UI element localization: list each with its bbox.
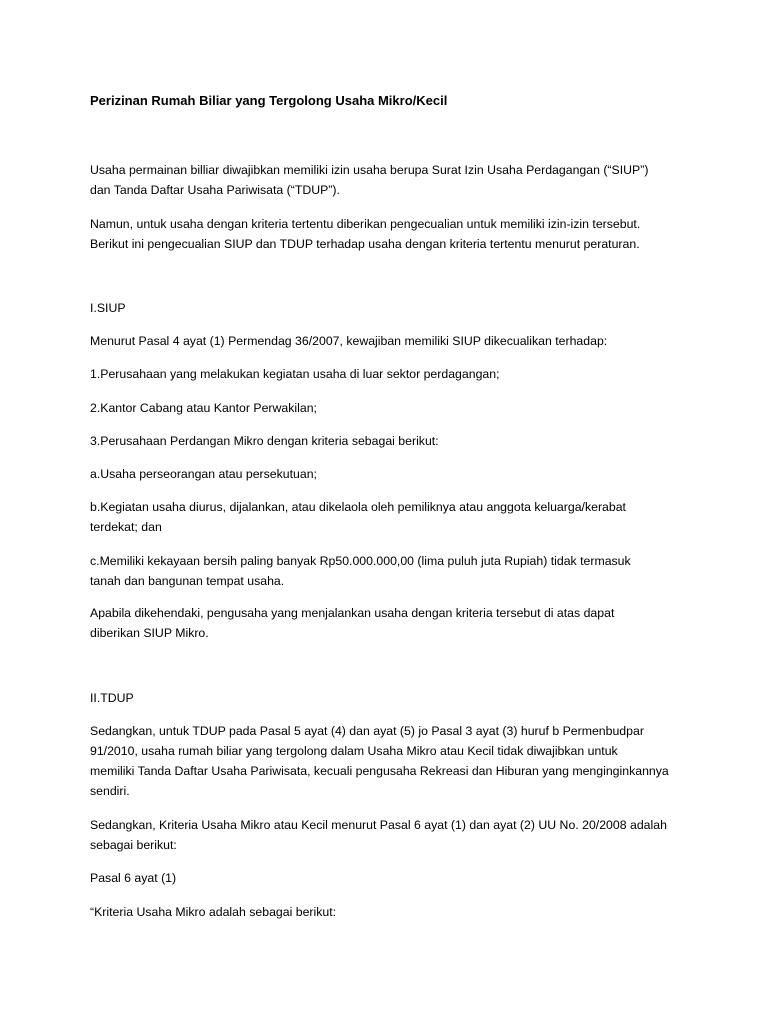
- paragraph-criteria: [90, 815, 710, 855]
- list-item-1: [90, 364, 710, 384]
- section-heading-tdup: [90, 688, 710, 708]
- text-line: 2.Kantor Cabang atau Kantor Perwakilan;: [90, 401, 317, 415]
- text-line: 3.Perusahaan Perdangan Mikro dengan kriteria sebagai berikut:: [90, 434, 439, 448]
- text-line: a.Usaha perseorangan atau persekutuan;: [90, 467, 317, 481]
- list-item-c: [90, 551, 710, 591]
- text-line: Usaha permainan billiar diwajibkan memiliki izin usaha berupa Surat Izin Usaha Perdagangan (“SIUP”): [90, 163, 649, 177]
- paragraph-intro: [90, 160, 710, 200]
- text-line: b.Kegiatan usaha diurus, dijalankan, atau dikelaola oleh pemiliknya atau anggota keluarga/kerabat: [90, 500, 626, 514]
- list-item-2: [90, 398, 710, 418]
- text-line: c.Memiliki kekayaan bersih paling banyak Rp50.000.000,00 (lima puluh juta Rupiah) tidak termasuk: [90, 554, 631, 568]
- text-line: Sedangkan, Kriteria Usaha Mikro atau Kecil menurut Pasal 6 ayat (1) dan ayat (2) UU No. 20/2008 adalah: [90, 818, 667, 832]
- text-line: Pasal 6 ayat (1): [90, 871, 177, 885]
- text-line: terdekat; dan: [90, 520, 162, 534]
- text-line: Menurut Pasal 4 ayat (1) Permendag 36/2007, kewajiban memiliki SIUP dikecualikan terhadap:: [90, 334, 608, 348]
- list-item-b: [90, 497, 710, 537]
- document-title: Perizinan Rumah Biliar yang Tergolong Usaha Mikro/Kecil: [90, 93, 448, 108]
- text-line: sendiri.: [90, 784, 130, 798]
- text-line: II.TDUP: [90, 691, 134, 705]
- text-line: Namun, untuk usaha dengan kriteria tertentu diberikan pengecualian untuk memiliki izin-izin tersebut.: [90, 217, 641, 231]
- section-heading-siup: [90, 298, 710, 318]
- text-line: sebagai berikut:: [90, 838, 177, 852]
- text-line: Apabila dikehendaki, pengusaha yang menjalankan usaha dengan kriteria tersebut di atas dapat: [90, 606, 615, 620]
- text-line: tanah dan bangunan tempat usaha.: [90, 574, 285, 588]
- text-line: dan Tanda Daftar Usaha Pariwisata (“TDUP”).: [90, 183, 340, 197]
- paragraph-pasal-6: [90, 868, 710, 888]
- paragraph-siup-intro: [90, 331, 710, 351]
- text-line: Berikut ini pengecualian SIUP dan TDUP terhadap usaha dengan kriteria tertentu menurut peraturan.: [90, 237, 640, 251]
- list-item-a: [90, 464, 710, 484]
- text-line: Sedangkan, untuk TDUP pada Pasal 5 ayat (4) dan ayat (5) jo Pasal 3 ayat (3) huruf b Permenbudpar: [90, 724, 644, 738]
- text-line: I.SIUP: [90, 301, 126, 315]
- list-item-3: [90, 431, 710, 451]
- text-line: 91/2010, usaha rumah biliar yang tergolong dalam Usaha Mikro atau Kecil tidak diwajibkan untuk: [90, 744, 618, 758]
- text-line: “Kriteria Usaha Mikro adalah sebagai berikut:: [90, 905, 337, 919]
- text-line: 1.Perusahaan yang melakukan kegiatan usaha di luar sektor perdagangan;: [90, 367, 500, 381]
- paragraph-exception: [90, 214, 710, 254]
- text-line: diberikan SIUP Mikro.: [90, 626, 209, 640]
- text-line: memiliki Tanda Daftar Usaha Pariwisata, kecuali pengusaha Rekreasi dan Hiburan yang menginginkannya: [90, 764, 669, 778]
- paragraph-kriteria-mikro: [90, 902, 710, 922]
- paragraph-tdup: [90, 721, 710, 801]
- paragraph-siup-mikro: [90, 603, 710, 643]
